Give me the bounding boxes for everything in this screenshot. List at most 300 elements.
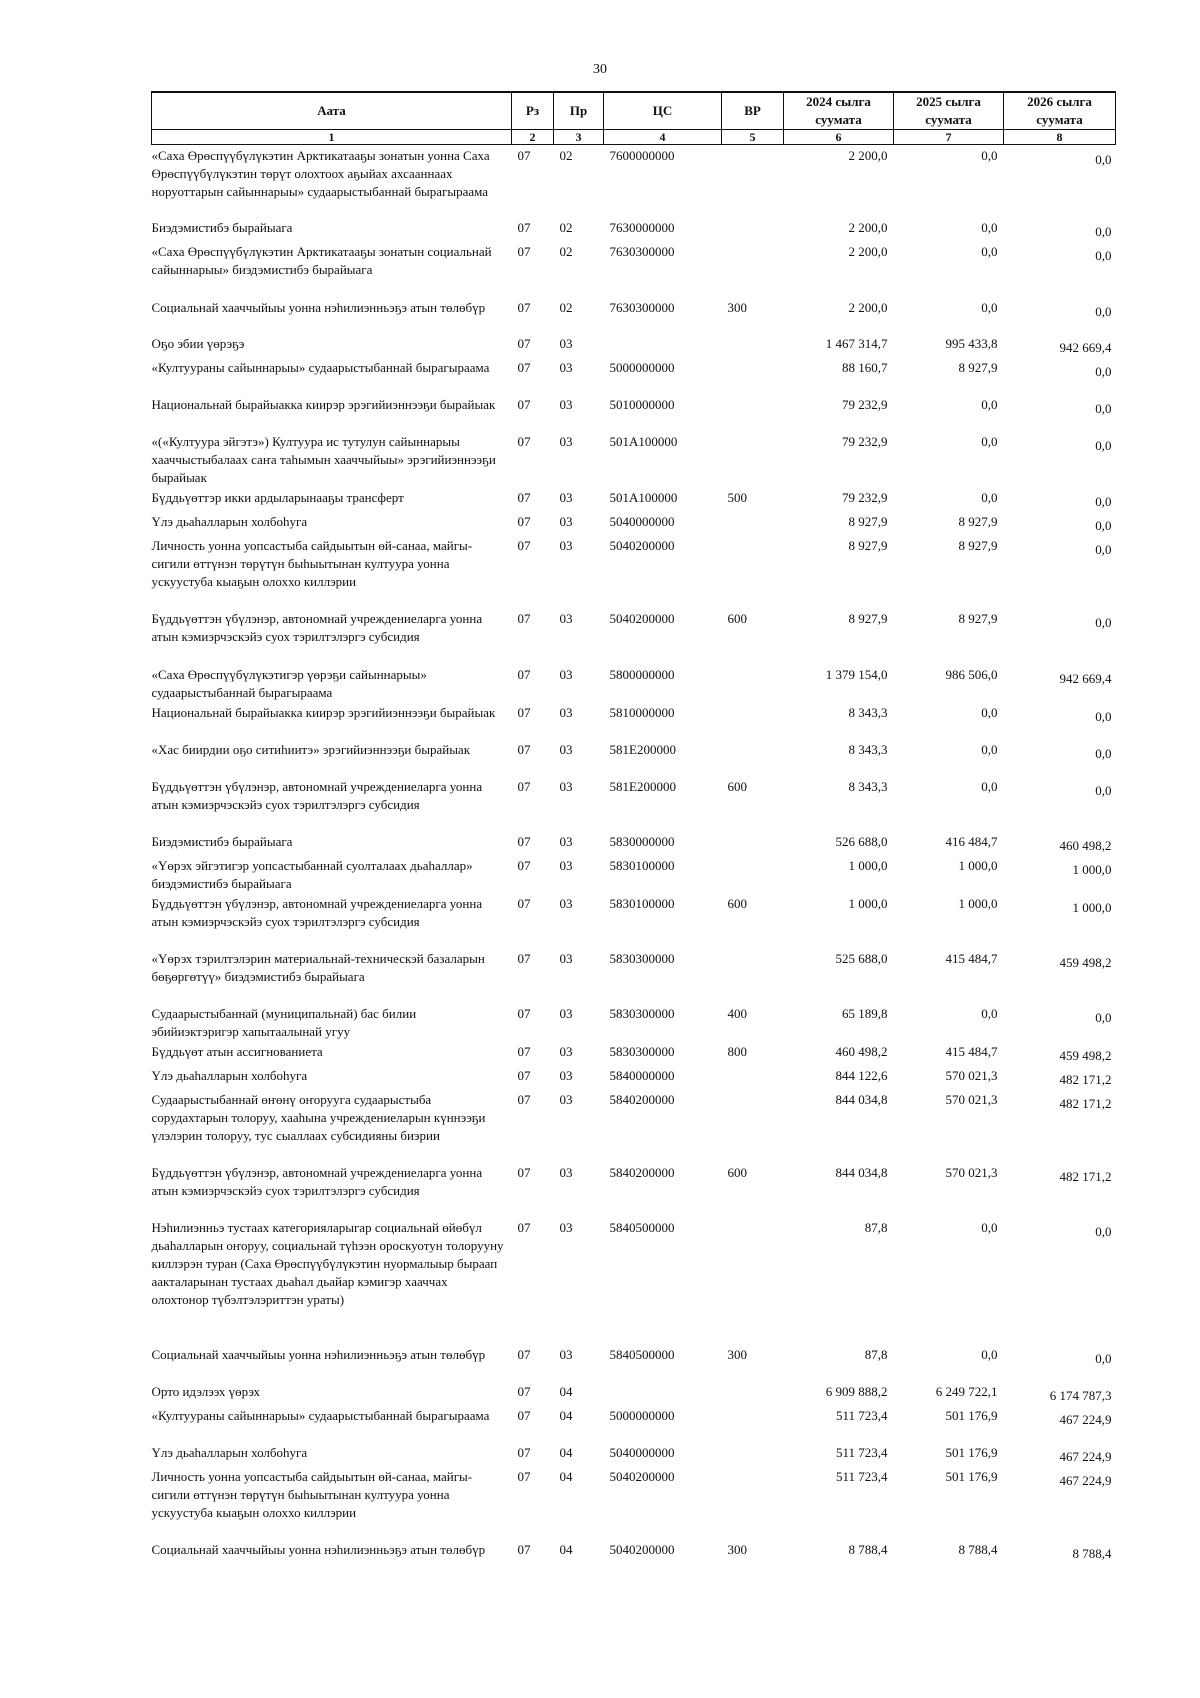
cell-vr	[722, 217, 784, 241]
cell-pr: 03	[559, 895, 573, 911]
cell-vr	[722, 1442, 784, 1466]
cell-pr: 03	[559, 1067, 573, 1083]
cell-cs: 5810000000	[609, 704, 675, 720]
cell-name: Үлэ дьаһалларын холбоһуга	[151, 513, 308, 529]
cell-name: Орто идэлээх үөрэх	[151, 1383, 261, 1399]
cell-2026: 6 174 787,3	[1049, 1387, 1112, 1403]
table-row	[152, 217, 1116, 241]
cell-pr: 02	[559, 299, 573, 315]
cell-rz: 07	[517, 335, 531, 351]
cell-2026: 467 224,9	[1059, 1472, 1112, 1488]
cell-rz: 07	[517, 1005, 531, 1021]
cell-cs: 5000000000	[609, 1407, 675, 1423]
cell-name: «Саха Өрөспүүбүлүкэтин Арктикатааҕы зонатын уонна Саха Өрөспүүбүлүкэтин төрүт олохтоох аҕыйах ахсааннаах норуоттарын сайыннарыы» судаарыстыбаннай бырагыраама	[151, 148, 490, 199]
cell-rz: 07	[517, 513, 531, 529]
table-row	[152, 1442, 1116, 1466]
cell-vr	[722, 1405, 784, 1442]
cell-2025: 570 021,3	[945, 1091, 998, 1107]
cell-pr: 03	[559, 1005, 573, 1021]
cell-2026: 0,0	[1095, 614, 1112, 630]
cell-2025: 0,0	[981, 778, 998, 794]
cell-name: Нэһилиэнньэ тустаах категорияларыгар социальнай өйөбүл дьаһалларын оҥоруу, социальнай түһээн ороскуотун толорууну киллэрэн туран (Саха Өрөспүүбүлүкэтин нуормалыыр быраап аакталарынан тустаах дьаһал дьайар кэмигэр хааччах олохтонор түбэлтэлэриттэн ураты)	[151, 1219, 504, 1307]
cell-2024: 87,8	[864, 1346, 888, 1362]
cell-2025: 0,0	[981, 396, 998, 412]
cell-vr	[722, 145, 784, 217]
cell-name: Үлэ дьаһалларын холбоһуга	[151, 1444, 308, 1460]
cell-rz: 07	[517, 610, 531, 626]
cell-cs: 5040000000	[609, 1444, 675, 1460]
cell-2024: 844 034,8	[835, 1091, 888, 1107]
cell-2026: 459 498,2	[1059, 1047, 1112, 1063]
cell-2024: 2 200,0	[848, 219, 888, 235]
cell-vr	[722, 831, 784, 855]
cell-2026: 0,0	[1095, 708, 1112, 724]
cell-pr: 04	[559, 1407, 573, 1423]
table-row	[152, 855, 1116, 893]
cell-2024: 526 688,0	[835, 833, 888, 849]
cell-2026: 0,0	[1095, 782, 1112, 798]
budget-table	[151, 91, 1116, 1575]
cell-name: Бүддьүөттэн үбүлэнэр, автономнай учреждениеларга уонна атын кэмиэрчэскэйэ суох тэрилтэлэргэ субсидия	[151, 1164, 483, 1198]
cell-2024: 511 723,4	[835, 1407, 888, 1423]
cell-2024: 79 232,9	[842, 489, 888, 505]
column-number: 3	[554, 130, 604, 145]
cell-cs: 5830100000	[609, 895, 675, 911]
cell-vr	[722, 664, 784, 702]
cell-2026: 482 171,2	[1059, 1168, 1112, 1184]
cell-pr: 02	[559, 219, 573, 235]
cell-name: «Үөрэх тэрилтэлэрин материальнай-техническэй базаларын бөҕөргөтүү» биэдэмистибэ бырайыага	[151, 950, 485, 984]
cell-pr: 03	[559, 1164, 573, 1180]
table-row	[152, 1405, 1116, 1442]
cell-2024: 8 927,9	[848, 537, 888, 553]
table-row	[152, 831, 1116, 855]
cell-cs: 7630300000	[609, 299, 675, 315]
table-row	[152, 1089, 1116, 1162]
table-row	[152, 511, 1116, 535]
cell-2026: 460 498,2	[1059, 837, 1112, 853]
cell-pr: 02	[559, 148, 573, 163]
cell-cs: 5830000000	[609, 833, 675, 849]
header-vr: ВР	[722, 92, 784, 130]
header-name: Аата	[152, 92, 512, 130]
cell-2024: 525 688,0	[835, 950, 888, 966]
cell-2024: 8 343,3	[848, 704, 888, 720]
cell-2026: 0,0	[1095, 493, 1112, 509]
cell-2025: 0,0	[981, 433, 998, 449]
table-header-row	[152, 92, 1116, 130]
cell-vr: 300	[727, 299, 747, 315]
cell-vr	[722, 1217, 784, 1344]
table-row	[152, 333, 1116, 357]
cell-rz: 07	[517, 1468, 531, 1484]
table-row	[152, 1041, 1116, 1065]
cell-2025: 995 433,8	[945, 335, 998, 351]
cell-rz: 07	[517, 1383, 531, 1399]
cell-2026: 0,0	[1095, 745, 1112, 761]
cell-2025: 6 249 722,1	[935, 1383, 998, 1399]
cell-rz: 07	[517, 895, 531, 911]
cell-rz: 07	[517, 704, 531, 720]
cell-pr: 04	[559, 1383, 573, 1399]
cell-rz: 07	[517, 433, 531, 449]
cell-2026: 0,0	[1095, 400, 1112, 416]
table-row	[152, 394, 1116, 431]
cell-2024: 1 467 314,7	[825, 335, 888, 351]
cell-2026: 482 171,2	[1059, 1095, 1112, 1111]
header-2026: 2026 сылга суумата	[1004, 92, 1116, 130]
cell-name: «Хас биирдии оҕо ситиһиитэ» эрэгийиэннээҕи бырайыак	[151, 741, 471, 757]
cell-vr	[722, 948, 784, 1003]
cell-cs: 5040200000	[609, 1468, 675, 1484]
cell-name: «Үөрэх эйгэтигэр уопсастыбаннай суолталаах дьаһаллар» биэдэмистибэ бырайыага	[151, 857, 473, 891]
cell-2024: 2 200,0	[848, 299, 888, 315]
cell-pr: 03	[559, 359, 573, 375]
budget-table-sheet	[151, 91, 1115, 1575]
cell-cs: 5840500000	[609, 1219, 675, 1235]
cell-2025: 0,0	[981, 1219, 998, 1235]
cell-vr	[722, 1089, 784, 1162]
cell-pr: 03	[559, 666, 573, 682]
cell-vr	[722, 1381, 784, 1405]
cell-rz: 07	[517, 1043, 531, 1059]
cell-2025: 501 176,9	[945, 1468, 998, 1484]
cell-vr	[722, 241, 784, 297]
cell-2024: 8 343,3	[848, 741, 888, 757]
cell-2026: 0,0	[1095, 152, 1112, 167]
cell-name: «Саха Өрөспүүбүлүкэтин Арктикатааҕы зонатын социальнай сайыннарыы» биэдэмистибэ бырайыага	[151, 243, 492, 277]
cell-2026: 942 669,4	[1059, 339, 1112, 355]
cell-cs: 5040200000	[609, 537, 675, 553]
cell-vr	[722, 333, 784, 357]
cell-2024: 2 200,0	[848, 148, 888, 163]
cell-name: Үлэ дьаһалларын холбоһуга	[151, 1067, 308, 1083]
column-number: 1	[152, 130, 512, 145]
cell-vr: 800	[727, 1043, 747, 1059]
cell-pr: 03	[559, 489, 573, 505]
cell-cs: 5840000000	[609, 1067, 675, 1083]
cell-2026: 942 669,4	[1059, 670, 1112, 686]
cell-pr: 04	[559, 1444, 573, 1460]
cell-2025: 8 788,4	[958, 1541, 998, 1557]
cell-vr: 600	[727, 895, 747, 911]
cell-2024: 8 927,9	[848, 513, 888, 529]
cell-2026: 0,0	[1095, 517, 1112, 533]
cell-vr	[722, 1466, 784, 1539]
cell-name: Социальнай хааччыйыы уонна нэһилиэнньэҕэ атын төлөбүр	[151, 1346, 486, 1362]
table-body	[152, 145, 1116, 1575]
table-row	[152, 1162, 1116, 1217]
cell-vr: 300	[727, 1541, 747, 1557]
cell-2025: 0,0	[981, 741, 998, 757]
header-2024: 2024 сылга суумата	[784, 92, 894, 130]
cell-pr: 04	[559, 1468, 573, 1484]
cell-pr: 03	[559, 513, 573, 529]
cell-cs: 581E200000	[609, 741, 676, 757]
cell-vr: 600	[727, 610, 747, 626]
table-row	[152, 487, 1116, 511]
cell-2026: 0,0	[1095, 437, 1112, 453]
cell-pr: 03	[559, 1346, 573, 1362]
cell-name: Бүддьүөттэн үбүлэнэр, автономнай учреждениеларга уонна атын кэмиэрчэскэйэ суох тэрилтэлэргэ субсидия	[151, 610, 483, 644]
cell-2026: 0,0	[1095, 247, 1112, 263]
cell-2025: 1 000,0	[958, 857, 998, 873]
header-cs: ЦС	[604, 92, 722, 130]
column-number: 5	[722, 130, 784, 145]
cell-rz: 07	[517, 1219, 531, 1235]
column-number: 2	[512, 130, 554, 145]
cell-vr	[722, 394, 784, 431]
cell-pr: 03	[559, 1043, 573, 1059]
cell-2026: 1 000,0	[1072, 861, 1112, 877]
cell-2024: 8 343,3	[848, 778, 888, 794]
cell-rz: 07	[517, 741, 531, 757]
cell-2025: 0,0	[981, 148, 998, 163]
cell-name: «Култуураны сайыннарыы» судаарыстыбаннай бырагыраама	[151, 359, 490, 375]
column-number: 4	[604, 130, 722, 145]
cell-pr: 04	[559, 1541, 573, 1557]
cell-vr	[722, 1065, 784, 1089]
cell-2024: 8 927,9	[848, 610, 888, 626]
cell-pr: 03	[559, 610, 573, 626]
cell-name: Бүддьүөттэн үбүлэнэр, автономнай учреждениеларга уонна атын кэмиэрчэскэйэ суох тэрилтэлэргэ субсидия	[151, 895, 483, 929]
cell-rz: 07	[517, 833, 531, 849]
cell-cs: 5830100000	[609, 857, 675, 873]
cell-rz: 07	[517, 1444, 531, 1460]
cell-pr: 03	[559, 1219, 573, 1235]
table-row	[152, 1065, 1116, 1089]
cell-cs: 5000000000	[609, 359, 675, 375]
cell-2026: 1 000,0	[1072, 899, 1112, 915]
header-2025: 2025 сылга суумата	[894, 92, 1004, 130]
cell-2026: 0,0	[1095, 1223, 1112, 1239]
cell-name: Биэдэмистибэ бырайыага	[151, 833, 293, 849]
cell-rz: 07	[517, 1407, 531, 1423]
table-row	[152, 1003, 1116, 1041]
cell-vr: 600	[727, 1164, 747, 1180]
table-row	[152, 702, 1116, 739]
cell-cs	[604, 333, 722, 357]
cell-2025: 8 927,9	[958, 537, 998, 553]
cell-name: Личность уонна уопсастыба сайдыытын өй-санаа, майгы-сигили өттүнэн төрүтүн быһыытынан култуура уонна ускуустуба кыаҕын олоххо киллэрии	[151, 1468, 473, 1520]
cell-2025: 570 021,3	[945, 1067, 998, 1083]
cell-vr	[722, 431, 784, 487]
table-row	[152, 1466, 1116, 1539]
header-pr: Пр	[554, 92, 604, 130]
cell-2024: 1 000,0	[848, 857, 888, 873]
cell-cs: 5840500000	[609, 1346, 675, 1362]
cell-pr: 03	[559, 741, 573, 757]
cell-name: Бүддьүөттэр икки ардыларынааҕы трансферт	[151, 489, 404, 505]
table-row	[152, 1217, 1116, 1344]
cell-2026: 0,0	[1095, 1350, 1112, 1366]
cell-pr: 03	[559, 857, 573, 873]
cell-rz: 07	[517, 1346, 531, 1362]
cell-name: «Култуураны сайыннарыы» судаарыстыбаннай бырагыраама	[151, 1407, 490, 1423]
cell-name: Национальнай бырайыакка киирэр эрэгийиэннээҕи бырайыак	[151, 704, 496, 720]
cell-2025: 0,0	[981, 1005, 998, 1021]
cell-pr: 03	[559, 833, 573, 849]
cell-cs: 5040200000	[609, 1541, 675, 1557]
cell-2025: 1 000,0	[958, 895, 998, 911]
cell-name: Оҕо эбии үөрэҕэ	[151, 335, 245, 351]
table-row	[152, 893, 1116, 948]
table-row	[152, 1539, 1116, 1575]
cell-2024: 8 788,4	[848, 1541, 888, 1557]
cell-pr: 03	[559, 950, 573, 966]
cell-pr: 03	[559, 1091, 573, 1107]
table-row	[152, 739, 1116, 776]
table-row	[152, 1344, 1116, 1381]
cell-2024: 79 232,9	[842, 396, 888, 412]
cell-cs: 501A100000	[609, 433, 678, 449]
cell-2024: 511 723,4	[835, 1444, 888, 1460]
cell-vr	[722, 702, 784, 739]
cell-2024: 460 498,2	[835, 1043, 888, 1059]
cell-2026: 0,0	[1095, 1009, 1112, 1025]
table-row	[152, 357, 1116, 394]
cell-cs: 5840200000	[609, 1164, 675, 1180]
table-row	[152, 1381, 1116, 1405]
cell-2025: 0,0	[981, 489, 998, 505]
cell-cs: 581E200000	[609, 778, 676, 794]
cell-2024: 88 160,7	[842, 359, 888, 375]
cell-2024: 79 232,9	[842, 433, 888, 449]
cell-2026: 0,0	[1095, 541, 1112, 557]
cell-2024: 6 909 888,2	[825, 1383, 888, 1399]
cell-2024: 87,8	[864, 1219, 888, 1235]
table-row	[152, 948, 1116, 1003]
cell-2025: 0,0	[981, 704, 998, 720]
cell-rz: 07	[517, 396, 531, 412]
cell-name: Национальнай бырайыакка киирэр эрэгийиэннээҕи бырайыак	[151, 396, 496, 412]
cell-pr: 03	[559, 537, 573, 553]
cell-cs: 7600000000	[609, 148, 675, 163]
cell-name: Личность уонна уопсастыба сайдыытын өй-санаа, майгы-сигили өттүнэн төрүтүн быһыытынан култуура уонна ускуустуба кыаҕын олоххо киллэрии	[151, 537, 473, 589]
cell-vr	[722, 357, 784, 394]
cell-2024: 1 379 154,0	[825, 666, 888, 682]
cell-2025: 0,0	[981, 299, 998, 315]
cell-name: «Саха Өрөспүүбүлүкэтигэр үөрэҕи сайыннарыы» судаарыстыбаннай бырагыраама	[151, 666, 427, 700]
cell-cs	[604, 1381, 722, 1405]
cell-pr: 03	[559, 396, 573, 412]
cell-pr: 03	[559, 778, 573, 794]
cell-vr	[722, 739, 784, 776]
cell-rz: 07	[517, 243, 531, 259]
cell-rz: 07	[517, 857, 531, 873]
cell-2024: 65 189,8	[842, 1005, 888, 1021]
cell-2024: 844 034,8	[835, 1164, 888, 1180]
cell-pr: 03	[559, 704, 573, 720]
cell-vr: 500	[727, 489, 747, 505]
cell-rz: 07	[517, 1164, 531, 1180]
cell-2025: 0,0	[981, 1346, 998, 1362]
cell-vr	[722, 855, 784, 893]
table-row	[152, 431, 1116, 487]
cell-rz: 07	[517, 219, 531, 235]
cell-cs: 7630000000	[609, 219, 675, 235]
cell-cs: 5040000000	[609, 513, 675, 529]
cell-cs: 5800000000	[609, 666, 675, 682]
cell-2025: 0,0	[981, 243, 998, 259]
table-row	[152, 241, 1116, 297]
cell-cs: 501A100000	[609, 489, 678, 505]
page-number: 30	[593, 62, 607, 77]
cell-rz: 07	[517, 148, 531, 163]
cell-2024: 511 723,4	[835, 1468, 888, 1484]
cell-2025: 570 021,3	[945, 1164, 998, 1180]
cell-rz: 07	[517, 359, 531, 375]
cell-2025: 501 176,9	[945, 1444, 998, 1460]
cell-2025: 986 506,0	[945, 666, 998, 682]
cell-2025: 416 484,7	[945, 833, 998, 849]
cell-2026: 8 788,4	[1072, 1545, 1112, 1561]
cell-vr: 300	[727, 1346, 747, 1362]
cell-2025: 415 484,7	[945, 1043, 998, 1059]
cell-name: Судаарыстыбаннай өҥөнү оҥорууга судаарыстыба сорудахтарын толоруу, хааһына учреждениеларын күннээҕи үлэлэрин толоруу, тус сыаллаах субсидияны биэрии	[151, 1091, 486, 1143]
cell-name: Бүддьүөт атын ассигнованиета	[151, 1043, 323, 1059]
cell-cs: 5830300000	[609, 1043, 675, 1059]
cell-name: Биэдэмистибэ бырайыага	[151, 219, 293, 235]
cell-rz: 07	[517, 1541, 531, 1557]
cell-rz: 07	[517, 950, 531, 966]
column-number-row	[152, 130, 1116, 145]
cell-2024: 2 200,0	[848, 243, 888, 259]
cell-name: Судаарыстыбаннай (муниципальнай) бас билии эбийиэктэригэр хапытаалынай угуу	[151, 1005, 417, 1039]
cell-rz: 07	[517, 666, 531, 682]
cell-name: Социальнай хааччыйыы уонна нэһилиэнньэҕэ атын төлөбүр	[151, 299, 486, 315]
table-row	[152, 535, 1116, 608]
column-number: 8	[1004, 130, 1116, 145]
cell-2024: 844 122,6	[835, 1067, 888, 1083]
cell-2026: 467 224,9	[1059, 1411, 1112, 1427]
cell-vr	[722, 535, 784, 608]
cell-rz: 07	[517, 537, 531, 553]
cell-2024: 1 000,0	[848, 895, 888, 911]
cell-cs: 7630300000	[609, 243, 675, 259]
cell-2026: 0,0	[1095, 223, 1112, 239]
cell-cs: 5840200000	[609, 1091, 675, 1107]
cell-rz: 07	[517, 1067, 531, 1083]
cell-rz: 07	[517, 489, 531, 505]
table-row	[152, 776, 1116, 831]
cell-2025: 8 927,9	[958, 513, 998, 529]
cell-pr: 03	[559, 433, 573, 449]
cell-cs: 5040200000	[609, 610, 675, 626]
table-row	[152, 608, 1116, 664]
cell-2026: 0,0	[1095, 363, 1112, 379]
cell-cs: 5830300000	[609, 950, 675, 966]
cell-2026: 467 224,9	[1059, 1448, 1112, 1464]
cell-vr: 400	[727, 1005, 747, 1021]
header-rz: Рз	[512, 92, 554, 130]
cell-2026: 0,0	[1095, 303, 1112, 319]
cell-name: Социальнай хааччыйыы уонна нэһилиэнньэҕэ атын төлөбүр	[151, 1541, 486, 1557]
cell-2025: 0,0	[981, 219, 998, 235]
cell-name: Бүддьүөттэн үбүлэнэр, автономнай учреждениеларга уонна атын кэмиэрчэскэйэ суох тэрилтэлэргэ субсидия	[151, 778, 483, 812]
column-number: 7	[894, 130, 1004, 145]
column-number: 6	[784, 130, 894, 145]
cell-cs: 5010000000	[609, 396, 675, 412]
cell-rz: 07	[517, 299, 531, 315]
cell-vr: 600	[727, 778, 747, 794]
table-row	[152, 297, 1116, 333]
cell-rz: 07	[517, 1091, 531, 1107]
cell-2026: 482 171,2	[1059, 1071, 1112, 1087]
cell-pr: 02	[559, 243, 573, 259]
cell-2025: 415 484,7	[945, 950, 998, 966]
cell-name: «(«Култуура эйгэтэ») Култуура ис тутулун сайыннарыы хааччыстыбалаах саҥа таһымын хааччыйыы» эрэгийиэннээҕи бырайыак	[151, 433, 496, 485]
